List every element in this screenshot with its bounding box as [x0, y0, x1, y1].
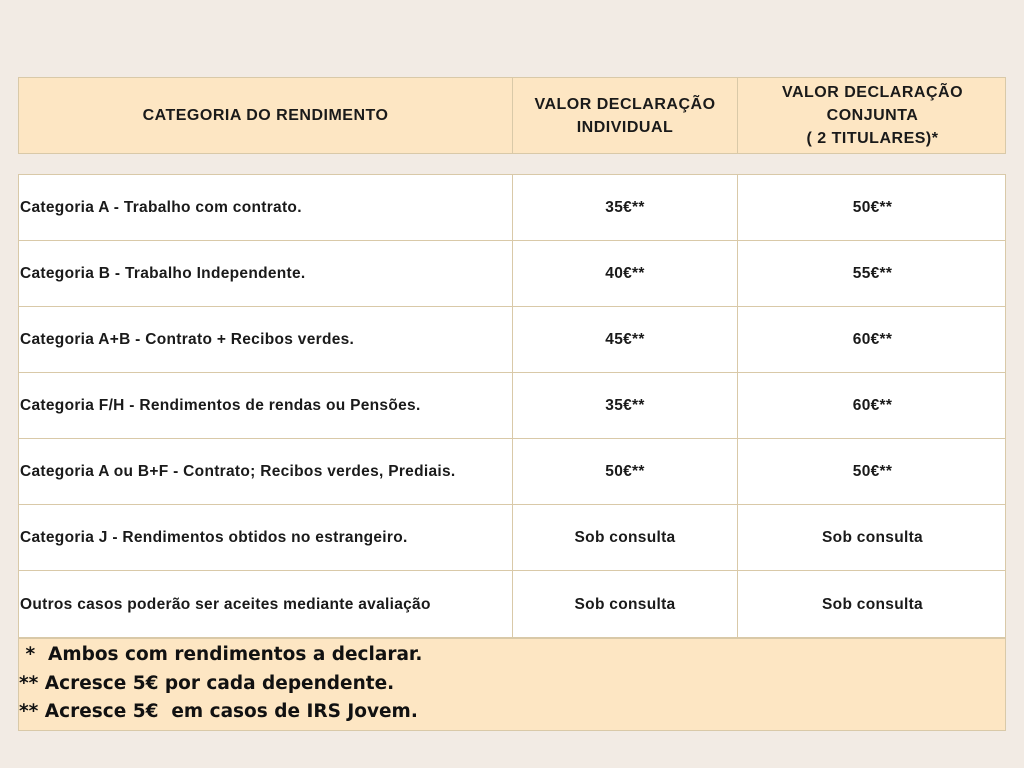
table-row [19, 175, 1005, 241]
category-cell: Outros casos poderão ser aceites mediante avaliação [19, 571, 513, 637]
joint-value-cell: 50€** [852, 199, 893, 216]
table-header [18, 77, 1006, 154]
individual-value-cell: 40€** [513, 241, 738, 306]
category-cell: Categoria A ou B+F - Contrato; Recibos verdes, Prediais. [19, 439, 513, 504]
joint-value-cell: 50€** [852, 463, 893, 480]
joint-value-cell: 60€** [852, 397, 893, 414]
joint-value-cell: 60€** [852, 331, 893, 348]
category-cell: Categoria F/H - Rendimentos de rendas ou Pensões. [19, 373, 513, 438]
table-row [19, 241, 1005, 307]
table-row [19, 373, 1005, 439]
individual-value-cell: 35€** [513, 373, 738, 438]
footnotes [18, 638, 1006, 731]
joint-value-cell: 55€** [852, 265, 893, 282]
individual-value-cell: 35€** [513, 175, 738, 240]
table-row [19, 439, 1005, 505]
individual-value-cell: Sob consulta [513, 571, 738, 637]
footnote: ** Acresce 5€ por cada dependente. [19, 672, 395, 694]
individual-value-cell: Sob consulta [513, 505, 738, 570]
category-cell: Categoria A+B - Contrato + Recibos verdes. [19, 307, 513, 372]
header-individual-value: VALOR DECLARAÇÃO INDIVIDUAL [513, 78, 738, 153]
header-category: CATEGORIA DO RENDIMENTO [19, 78, 513, 153]
footnote: * Ambos com rendimentos a declarar. [19, 644, 423, 665]
category-cell: Categoria B - Trabalho Independente. [19, 241, 513, 306]
joint-value-cell: Sob consulta [822, 529, 923, 546]
footnote: ** Acresce 5€ em casos de IRS Jovem. [19, 701, 418, 722]
individual-value-cell: 50€** [513, 439, 738, 504]
category-cell: Categoria J - Rendimentos obtidos no estrangeiro. [19, 505, 513, 570]
table-row [19, 307, 1005, 373]
category-cell: Categoria A - Trabalho com contrato. [19, 175, 513, 240]
joint-value-cell: Sob consulta [822, 595, 923, 613]
pricing-table [18, 174, 1006, 638]
table-row [19, 571, 1005, 637]
header-joint-value: VALOR DECLARAÇÃO CONJUNTA ( 2 TITULARES)* [781, 84, 964, 147]
table-row [19, 505, 1005, 571]
individual-value-cell: 45€** [513, 307, 738, 372]
